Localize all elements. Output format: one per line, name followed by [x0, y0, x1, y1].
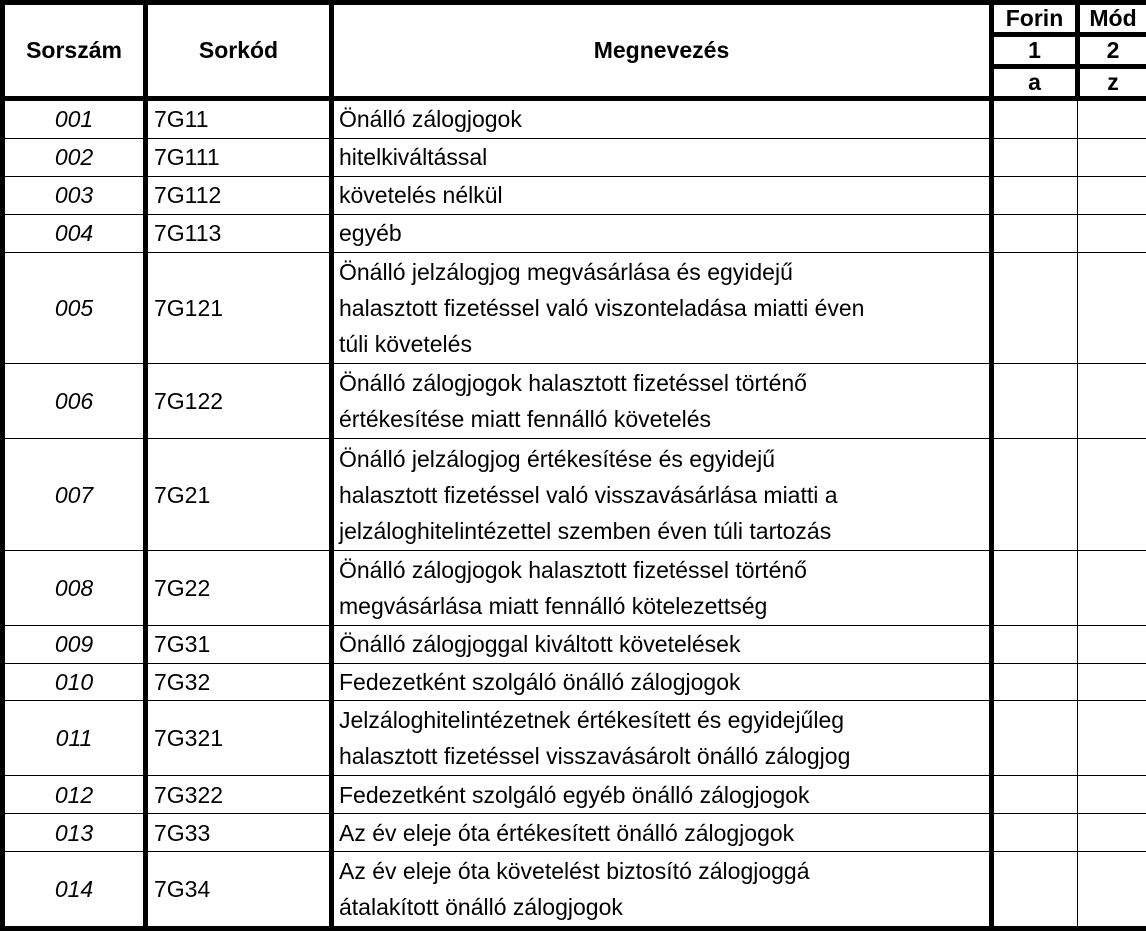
row-sorkod: 7G122 — [146, 364, 332, 439]
row-sorkod: 7G321 — [146, 701, 332, 776]
header-sorszam: Sorszám — [3, 3, 146, 99]
row-sorszam: 010 — [3, 663, 146, 701]
row-megnevezes: Önálló zálogjogok halasztott fizetéssel történő megvásárlása miatt fennálló kötelezettség — [332, 550, 992, 625]
row-megnevezes: Jelzáloghitelintézetnek értékesített és egyidejűleg halasztott fizetéssel visszavásárolt önálló zálogjog — [332, 701, 992, 776]
row-mod-cell[interactable] — [1078, 625, 1146, 663]
row-sorkod: 7G11 — [146, 99, 332, 139]
row-sorszam: 002 — [3, 138, 146, 176]
row-forint-cell[interactable] — [992, 625, 1078, 663]
row-megnevezes: követelés nélkül — [332, 176, 992, 214]
row-megnevezes: Önálló jelzálogjog értékesítése és egyidejű halasztott fizetéssel való visszavásárlása miatti a jelzáloghitelintézettel szemben éven túli tartozás — [332, 439, 992, 551]
row-sorszam: 007 — [3, 439, 146, 551]
row-sorkod: 7G112 — [146, 176, 332, 214]
header-forint-code: a — [992, 67, 1078, 99]
row-megnevezes: Önálló zálogjoggal kiváltott követelések — [332, 625, 992, 663]
table-row — [3, 776, 1146, 814]
row-megnevezes: egyéb — [332, 214, 992, 252]
row-sorszam: 004 — [3, 214, 146, 252]
row-megnevezes: Önálló zálogjogok — [332, 99, 992, 139]
table-row — [3, 814, 1146, 852]
row-megnevezes: Fedezetként szolgáló önálló zálogjogok — [332, 663, 992, 701]
row-mod-cell[interactable] — [1078, 252, 1146, 364]
row-forint-cell[interactable] — [992, 776, 1078, 814]
row-sorkod: 7G33 — [146, 814, 332, 852]
row-sorkod: 7G22 — [146, 550, 332, 625]
row-sorszam: 005 — [3, 252, 146, 364]
table-row — [3, 99, 1146, 139]
header-forint: Forin — [992, 3, 1078, 35]
row-sorkod: 7G121 — [146, 252, 332, 364]
row-mod-cell[interactable] — [1078, 852, 1146, 929]
row-mod-cell[interactable] — [1078, 214, 1146, 252]
row-sorkod: 7G322 — [146, 776, 332, 814]
row-sorkod: 7G34 — [146, 852, 332, 929]
table-body — [3, 99, 1146, 929]
row-mod-cell[interactable] — [1078, 99, 1146, 139]
row-megnevezes: hitelkiváltással — [332, 138, 992, 176]
row-mod-cell[interactable] — [1078, 176, 1146, 214]
row-mod-cell[interactable] — [1078, 439, 1146, 551]
header-mod-code: z — [1078, 67, 1146, 99]
row-mod-cell[interactable] — [1078, 364, 1146, 439]
table-row — [3, 663, 1146, 701]
row-sorkod: 7G32 — [146, 663, 332, 701]
row-forint-cell[interactable] — [992, 364, 1078, 439]
table-row — [3, 252, 1146, 364]
header-mod: Mód — [1078, 3, 1146, 35]
row-sorszam: 006 — [3, 364, 146, 439]
row-mod-cell[interactable] — [1078, 776, 1146, 814]
row-sorkod: 7G31 — [146, 625, 332, 663]
row-sorszam: 008 — [3, 550, 146, 625]
table-row — [3, 550, 1146, 625]
row-forint-cell[interactable] — [992, 814, 1078, 852]
row-mod-cell[interactable] — [1078, 814, 1146, 852]
header-megnevezes: Megnevezés — [332, 3, 992, 99]
header-forint-num: 1 — [992, 35, 1078, 67]
row-megnevezes: Fedezetként szolgáló egyéb önálló zálogjogok — [332, 776, 992, 814]
row-sorkod: 7G21 — [146, 439, 332, 551]
row-megnevezes: Önálló jelzálogjog megvásárlása és egyidejű halasztott fizetéssel való viszonteladása miatti éven túli követelés — [332, 252, 992, 364]
header-mod-num: 2 — [1078, 35, 1146, 67]
table-row — [3, 138, 1146, 176]
table-row — [3, 439, 1146, 551]
row-megnevezes: Önálló zálogjogok halasztott fizetéssel történő értékesítése miatt fennálló követelés — [332, 364, 992, 439]
row-forint-cell[interactable] — [992, 214, 1078, 252]
row-forint-cell[interactable] — [992, 439, 1078, 551]
row-sorszam: 013 — [3, 814, 146, 852]
table-row — [3, 176, 1146, 214]
row-mod-cell[interactable] — [1078, 138, 1146, 176]
row-forint-cell[interactable] — [992, 99, 1078, 139]
row-mod-cell[interactable] — [1078, 663, 1146, 701]
table-row — [3, 852, 1146, 929]
row-sorkod: 7G111 — [146, 138, 332, 176]
header-sorkod: Sorkód — [146, 3, 332, 99]
row-forint-cell[interactable] — [992, 852, 1078, 929]
row-sorszam: 003 — [3, 176, 146, 214]
row-forint-cell[interactable] — [992, 252, 1078, 364]
row-mod-cell[interactable] — [1078, 701, 1146, 776]
table-row — [3, 625, 1146, 663]
row-sorszam: 012 — [3, 776, 146, 814]
table-row — [3, 364, 1146, 439]
table-row — [3, 214, 1146, 252]
row-sorszam: 011 — [3, 701, 146, 776]
row-forint-cell[interactable] — [992, 663, 1078, 701]
row-forint-cell[interactable] — [992, 701, 1078, 776]
row-forint-cell[interactable] — [992, 176, 1078, 214]
row-forint-cell[interactable] — [992, 138, 1078, 176]
row-sorszam: 001 — [3, 99, 146, 139]
row-sorszam: 009 — [3, 625, 146, 663]
row-mod-cell[interactable] — [1078, 550, 1146, 625]
row-sorkod: 7G113 — [146, 214, 332, 252]
row-sorszam: 014 — [3, 852, 146, 929]
table-row — [3, 701, 1146, 776]
row-megnevezes: Az év eleje óta követelést biztosító zálogjoggá átalakított önálló zálogjogok — [332, 852, 992, 929]
row-megnevezes: Az év eleje óta értékesített önálló zálogjogok — [332, 814, 992, 852]
row-forint-cell[interactable] — [992, 550, 1078, 625]
